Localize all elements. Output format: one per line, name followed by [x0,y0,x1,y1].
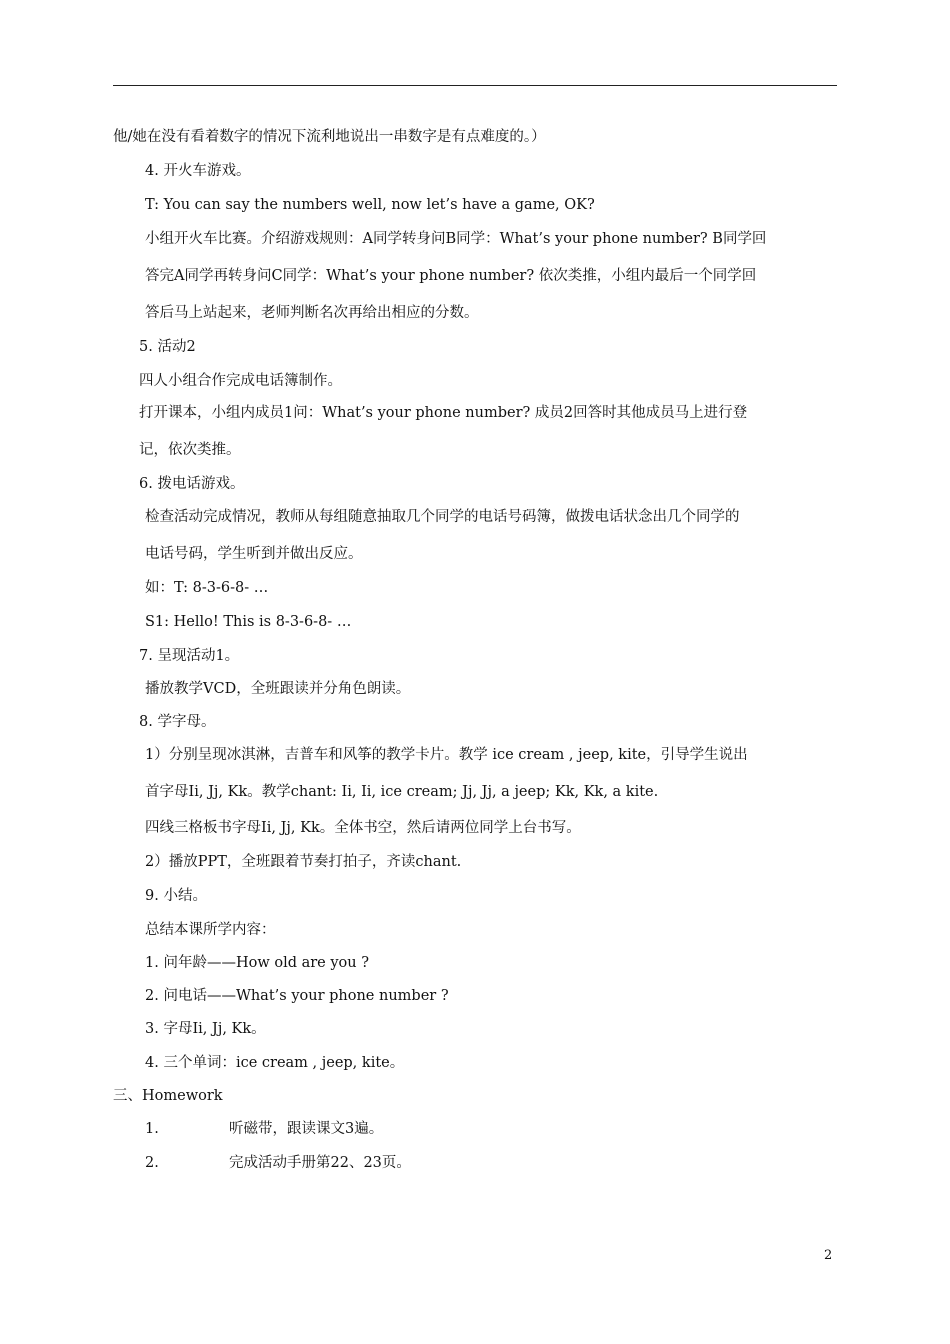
text-line: 1. 问年龄——How old are you ? [145,955,370,971]
text-line: 四线三格板书字母Ii, Jj, Kk。全体书空，然后请两位同学上台书写。 [145,820,581,836]
text-line: 4. 开火车游戏。 [145,163,251,179]
text-line: 电话号码，学生听到并做出反应。 [145,546,363,562]
text-line: 5. 活动2 [139,339,196,355]
list-item: 完成活动手册第22、23页。 [229,1155,411,1171]
header-rule [113,85,837,86]
text-line: 播放教学VCD，全班跟读并分角色朗读。 [145,681,411,697]
text-line: 4. 三个单词：ice cream , jeep, kite。 [145,1055,405,1071]
text-line: 3. 字母Ii, Jj, Kk。 [145,1021,266,1037]
text-line: 他/她在没有看着数字的情况下流利地说出一串数字是有点难度的。） [113,129,546,145]
text-line: 如：T: 8-3-6-8- … [145,580,269,596]
text-line: T: You can say the numbers well, now let’s have a game, OK? [145,197,595,213]
list-number: 1. [145,1121,159,1137]
text-line: 小组开火车比赛。介绍游戏规则：A同学转身问B同学：What’s your phone number? B同学回 [145,231,767,247]
text-line: S1: Hello! This is 8-3-6-8- … [145,614,352,630]
text-line: 四人小组合作完成电话簿制作。 [139,373,342,389]
page-number: 2 [824,1248,833,1263]
text-line: 6. 拨电话游戏。 [139,476,245,492]
text-line: 首字母Ii, Jj, Kk。教学chant: Ii, Ii, ice cream; Jj, Jj, a jeep; Kk, Kk, a kite. [145,784,659,800]
list-number: 2. [145,1155,159,1171]
section-heading: 三、Homework [113,1088,223,1104]
text-line: 1）分别呈现冰淇淋，吉普车和风筝的教学卡片。教学 ice cream , jeep, kite，引导学生说出 [145,747,748,763]
text-line: 打开课本，小组内成员1问：What’s your phone number? 成员2回答时其他成员马上进行登 [139,405,748,421]
list-item: 听磁带，跟读课文3遍。 [229,1121,384,1137]
text-line: 答完A同学再转身问C同学：What’s your phone number? 依次类推，小组内最后一个同学回 [145,268,757,284]
text-line: 8. 学字母。 [139,714,216,730]
text-line: 2）播放PPT，全班跟着节奏打拍子，齐读chant. [145,854,462,870]
text-line: 记，依次类推。 [139,442,241,458]
text-line: 答后马上站起来，老师判断名次再给出相应的分数。 [145,305,479,321]
text-line: 2. 问电话——What’s your phone number ? [145,988,449,1004]
text-line: 总结本课所学内容： [145,922,276,938]
text-line: 9. 小结。 [145,888,207,904]
text-line: 7. 呈现活动1。 [139,648,240,664]
text-line: 检查活动完成情况，教师从每组随意抽取几个同学的电话号码簿，做拨电话状念出几个同学的 [145,509,740,525]
